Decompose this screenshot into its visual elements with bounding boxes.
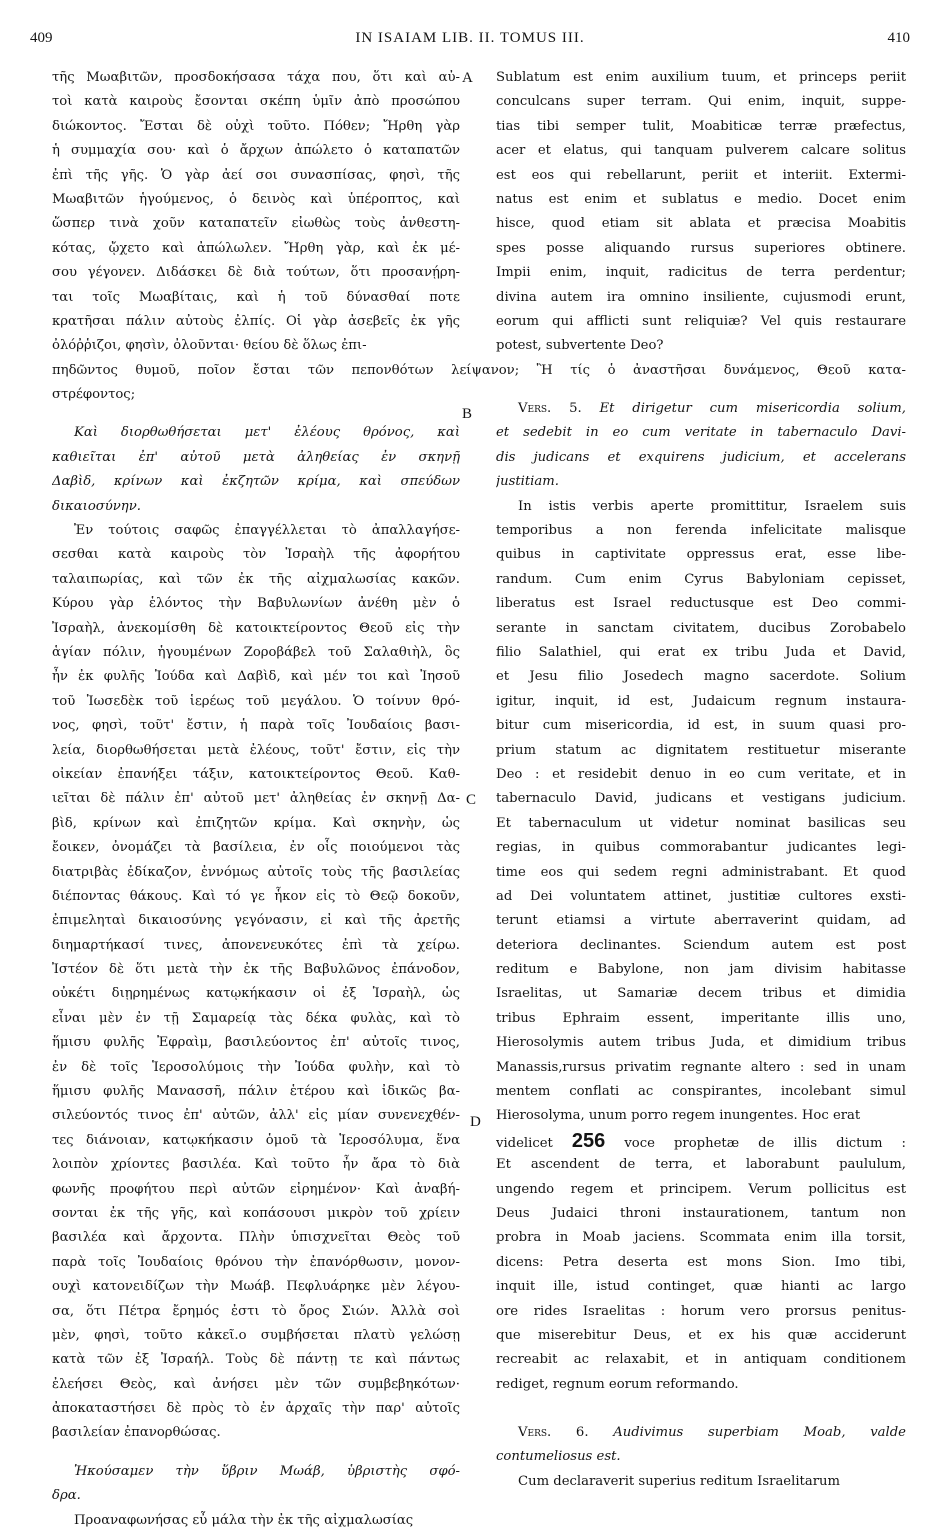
text-line: οἰκείαν ἐπανήξει τάξιν, κατοικτείροντος Θεοῦ. Καθ- bbox=[52, 766, 460, 782]
text-line: In istis verbis aperte promittitur, Israelem suis bbox=[518, 498, 906, 514]
greek-paragraph-2 bbox=[52, 519, 460, 1446]
text-line: ται τοῖς Μωαβίταις, καὶ ἡ τοῦ δύνασθαί ποτε bbox=[52, 289, 460, 305]
text-line: Hierosolymis autem tribus Juda, et dimidium tribus bbox=[496, 1035, 906, 1051]
text-line: βασιλείαν ἐπανορθώσας. bbox=[52, 1425, 221, 1441]
text-line: ἐν δὲ τοῖς Ἱεροσολύμοις τὴν Ἰούδα φυλὴν, καὶ τὸ bbox=[52, 1059, 460, 1075]
text-line: ὥσπερ τινὰ χοῦν καταπατεῖν εἰωθὼς τοὺς ἀνθεστη- bbox=[52, 216, 460, 232]
text-line: Vers. 5. Et dirigetur cum misericordia solium, bbox=[518, 401, 906, 417]
greek-paragraph-1-end: στρέφοντος; bbox=[52, 387, 136, 403]
text-line: serante in sanctam civitatem, ducibus Zorobabelo bbox=[496, 620, 906, 636]
text-line: ἔοικεν, ὀνομάζει τὰ βασίλεια, ἐν οἷς ποιούμενοι τὰς bbox=[52, 840, 460, 856]
latin-column bbox=[496, 66, 906, 1494]
text-line: βασιλέα καὶ ἄρχοντα. Πλὴν ὑπισχνεῖται Θεὸς τοῦ bbox=[52, 1230, 460, 1246]
text-line: que miserebitur Deus, et ex his quæ acciderunt bbox=[496, 1327, 906, 1343]
text-line: deteriora declinantes. Sciendum autem est post bbox=[496, 937, 906, 953]
greek-column bbox=[52, 66, 460, 1533]
text-line: ἥμισυ φυλῆς Ἐφραὶμ, βασιλεύοντος ἐπ' αὐτοῖς τινος, bbox=[52, 1035, 460, 1051]
text-line: βὶδ, κρίνων καὶ ἐπιζητῶν κρίμα. Καὶ σκηνὴν, ὡς bbox=[52, 815, 460, 831]
latin-page-mark-line bbox=[496, 1129, 906, 1153]
latin-verse-5 bbox=[496, 397, 906, 495]
text-line: terunt etiamsi a virtute aberraverint quidam, ad bbox=[496, 913, 906, 929]
margin-marker-c: C bbox=[466, 792, 477, 808]
text-line: Ἐν τούτοις σαφῶς ἐπαγγέλλεται τὸ ἀπαλλαγήσε- bbox=[74, 523, 460, 539]
text-line: νος, φησὶ, τοῦτ' ἔστιν, ἡ παρὰ τοῖς Ἰουδαίοις βασι- bbox=[52, 718, 460, 734]
text-line: μὲν, φησὶ, τοῦτο κἀκεῖ.ο συμβήσεται πλατὺ γελώσῃ bbox=[52, 1327, 460, 1343]
latin-paragraph-2 bbox=[496, 495, 906, 1129]
latin-paragraph-3 bbox=[496, 1470, 906, 1494]
text-line: justitiam. bbox=[496, 474, 559, 490]
text-line: ἐπὶ τῆς γῆς. Ὁ γὰρ ἀεί σοι συνασπίσας, φησὶ, τῆς bbox=[52, 167, 460, 183]
text-line: Hierosolyma, unum porro regem inungentes. Hoc erat bbox=[496, 1108, 861, 1124]
text-line: ἐπιμεληταὶ δικαιοσύνης γεγόνασιν, εἰ καὶ τῆς ἀρετῆς bbox=[52, 913, 460, 929]
text-line: spes posse aliquando rursus superiores obtinere. bbox=[496, 240, 906, 256]
text-line: κρατῆσαι πάλιν αὐτοὺς ἐλπίς. Οἱ γὰρ ἀσεβεῖς ἐκ γῆς bbox=[52, 313, 460, 329]
latin-paragraph-2b bbox=[496, 1153, 906, 1397]
text-line: εἶναι μὲν ἐν τῇ Σαμαρείᾳ τὰς δέκα φυλὰς, καὶ τὸ bbox=[52, 1010, 460, 1026]
margin-marker-d: D bbox=[470, 1114, 481, 1130]
page-number-right: 410 bbox=[887, 30, 910, 46]
text-line: ungendo regem et principem. Verum pollicitus est bbox=[496, 1181, 906, 1197]
greek-verse-5 bbox=[52, 421, 460, 519]
text-line: ἦν ἐκ φυλῆς Ἰούδα καὶ Δαβὶδ, καὶ μέν τοι καὶ Ἰησοῦ bbox=[52, 669, 460, 685]
text-line: Vers. 6. Audivimus superbiam Moab, valde bbox=[518, 1425, 906, 1441]
text-line: liberatus est Israel reductusque est Deo commi- bbox=[496, 596, 906, 612]
text-line: τες διάνοιαν, κατῳκήκασιν ὁμοῦ τὰ Ἱεροσόλυμα, ἕνα bbox=[52, 1132, 460, 1148]
text-line: potest, subvertente Deo? bbox=[496, 338, 664, 354]
text-line: eorum qui afflicti sunt reliquiæ? Vel quis restaurare bbox=[496, 313, 906, 329]
text-line: τῆς Μωαβιτῶν, προσδοκήσασα τάχα που, ὅτι καὶ αὐ- bbox=[52, 70, 460, 85]
margin-marker-a: A bbox=[462, 70, 473, 86]
text-line: conculcans super terram. Qui enim, inquit, suppe- bbox=[496, 94, 906, 110]
text-line: Προαναφωνήσας εὖ μάλα τὴν ἐκ τῆς αἰχμαλωσίας bbox=[74, 1512, 414, 1528]
text-line: Καὶ διορθωθήσεται μετ' ἐλέους θρόνος, καὶ bbox=[74, 425, 460, 441]
text-line: σιλεύοντός τινος ἐπ' αὐτῶν, ἀλλ' εἰς μίαν συνενεχθέν- bbox=[52, 1108, 460, 1124]
text-line: δικαιοσύνην. bbox=[52, 498, 141, 514]
text-line: inquit ille, istud continget, quæ hianti ac largo bbox=[496, 1279, 906, 1295]
page-header bbox=[30, 30, 910, 52]
text-line: et sedebit in eo cum veritate in tabernaculo Davi- bbox=[496, 425, 906, 441]
text-line: prium statum ac dignitatem restituetur miserante bbox=[496, 742, 906, 758]
text-line: διέποντας θάκους. Καὶ τό γε ἧκον εἰς τὸ Θεῷ δοκοῦν, bbox=[52, 888, 460, 904]
text-line: Deus Judaici throni instaurationem, tantum non bbox=[496, 1205, 906, 1221]
text-line: tabernaculo David, judicans et vestigans judicium. bbox=[496, 791, 906, 807]
text-line: φωνῆς προφήτου περὶ αὐτῶν εἰρημένον· Καὶ ἀναβή- bbox=[52, 1181, 460, 1197]
text-line: Manassis,rursus privatim regnante altero : sed in unam bbox=[496, 1059, 906, 1075]
text-line: regias, in quibus commorabantur judicantes legi- bbox=[496, 840, 906, 856]
text-line: ιεῖται δὲ πάλιν ἐπ' αὐτοῦ μετ' ἀληθείας ἐν σκηνῇ Δα- bbox=[52, 791, 460, 807]
text-line: dis judicans et exquirens judicium, et accelerans bbox=[496, 449, 906, 465]
text-line: Ἰσραὴλ, ἀνεκομίσθη δὲ κατοικτείροντος Θεοῦ εἰς τὴν bbox=[52, 620, 460, 636]
text-line: σου γέγονεν. Διδάσκει δὲ διὰ τούτων, ὅτι προσανῄρη- bbox=[52, 265, 460, 281]
text-line: randum. Cum enim Cyrus Babyloniam cepisset, bbox=[496, 571, 906, 587]
latin-verse-6 bbox=[496, 1421, 906, 1470]
text-line: Ἰστέον δὲ ὅτι μετὰ τὴν ἐκ τῆς Βαβυλῶνος ἐπάνοδον, bbox=[52, 962, 460, 978]
text-line: λοιπὸν χρίοντες βασιλέα. Καὶ τοῦτο ἦν ἄρα τὸ διὰ bbox=[52, 1157, 460, 1173]
text-line: καθιεῖται ἐπ' αὐτοῦ μετὰ ἀληθείας ἐν σκηνῇ bbox=[52, 449, 460, 465]
text-line: probra in Moab jaciens. Scommata enim illa torsit, bbox=[496, 1230, 906, 1246]
text-line: διημαρτήκασί τινες, ἀπονενευκότες ἐπὶ τὰ χείρω. bbox=[52, 937, 460, 953]
text-line: οὐκέτι διῃρημένως κατῳκήκασιν οἱ ἐξ Ἰσραὴλ, ὡς bbox=[52, 986, 460, 1002]
text-line: igitur, inquit, id est, Judaicum regnum instaura- bbox=[496, 693, 906, 709]
text-line: διώκοντος. Ἔσται δὲ οὐχὶ τοῦτο. Πόθεν; Ἤρθη γὰρ bbox=[52, 118, 460, 134]
text-line: time eos qui sedem regni administrabant. Et quod bbox=[496, 864, 906, 880]
text-line: ἐλεήσει Θεὸς, καὶ ἀνήσει μὲν τῶν συμβεβηκότων· bbox=[52, 1376, 460, 1392]
text-line: tribus Ephraim essent, imperitante illis uno, bbox=[496, 1010, 906, 1026]
text-line: ἡ συμμαχία σου· καὶ ὁ ἄρχων ἀπώλετο ὁ καταπατῶν bbox=[52, 143, 460, 159]
text-line: Impii enim, inquit, radicitus de terra perdentur; bbox=[496, 265, 906, 281]
text-line: ore rides Israelitas : horum vero prorsus penitus- bbox=[496, 1303, 906, 1319]
text-line: quibus in captivitate oppressus erat, esse libe- bbox=[496, 547, 906, 563]
edition-page-number: 256 bbox=[571, 1129, 606, 1152]
text-line: σα, ὅτι Πέτρα ἔρημός ἐστι τὸ ὄρος Σιών. Ἀλλὰ σοὶ bbox=[52, 1303, 460, 1319]
text-line: acer et elatus, qui tanquam pulverem calcare solitus bbox=[496, 143, 906, 159]
page-number-left: 409 bbox=[30, 30, 53, 46]
text-line: mentem conflati ac conspirantes, incolebant simul bbox=[496, 1084, 906, 1100]
text-line: hisce, quod etiam sit ablata et præcisa Moabitis bbox=[496, 216, 906, 232]
text-line: rediget, regnum eorum reformando. bbox=[496, 1376, 739, 1392]
text-line: Δαβὶδ, κρίνων καὶ ἐκζητῶν κρίμα, καὶ σπεύδων bbox=[52, 474, 460, 490]
latin-paragraph-1 bbox=[496, 66, 906, 359]
text-line: ἥμισυ φυλῆς Μανασσῆ, πάλιν ἑτέρου καὶ ἰδικῶς βα- bbox=[52, 1084, 460, 1100]
text-line: dicens: Petra deserta est mons Sion. Imo tibi, bbox=[496, 1254, 906, 1270]
latin-page-mark-post: voce prophetæ de illis dictum : bbox=[624, 1135, 906, 1151]
text-line: Κύρου γὰρ ἑλόντος τὴν Βαβυλωνίων ἀνέθη μὲν ὁ bbox=[52, 596, 460, 612]
text-line: ὀλόῤῥιζοι, φησὶν, ὀλοῦνται· θείου δὲ ὅλως ἐπι- bbox=[52, 338, 367, 354]
greek-paragraph-3 bbox=[52, 1509, 460, 1533]
greek-paragraph-1 bbox=[52, 66, 460, 359]
text-line: recreabit ac relaxabit, et in antiquam conditionem bbox=[496, 1352, 906, 1368]
text-line: ἀποκαταστήσει δὲ πρὸς τὸ ἐν ἀρχαῖς τὴν παρ' αὐτοῖς bbox=[52, 1401, 460, 1417]
text-line: τοῦ Ἰωσεδὲκ τοῦ ἱερέως τοῦ μεγάλου. Ὁ τοίνυν θρό- bbox=[52, 693, 460, 709]
text-line: τοὶ κατὰ καιροὺς ἔσονται σκέπη ὑμῖν ἀπὸ προσώπου bbox=[52, 94, 460, 110]
text-line: Et ascendent de terra, et laborabunt paululum, bbox=[496, 1157, 906, 1173]
text-line: reditum e Babylone, non jam divisim habitasse bbox=[496, 962, 906, 978]
text-line: Et tabernaculum ut videtur nominat basilicas seu bbox=[496, 815, 906, 831]
text-line: Israelitas, ut Samariæ decem tribus et dimidia bbox=[496, 986, 906, 1002]
text-line: natus est enim et sublatus e medio. Docet enim bbox=[496, 191, 906, 207]
greek-spanning-line: πηδῶντος θυμοῦ, ποῖον ἔσται τῶν πεπονθότων λείψανον; Ἢ τίς ὁ ἀναστῆσαι δυνάμενος, Θεοῦ κατα- bbox=[52, 362, 906, 378]
text-line: filio Salathiel, qui erat ex tribu Juda et David, bbox=[496, 644, 906, 660]
text-line: παρὰ τοῖς Ἰουδαίοις θρόνου τὴν ἐπανόρθωσιν, μονον- bbox=[52, 1254, 460, 1270]
text-line: ταλαιπωρίας, καὶ τῶν ἐκ τῆς αἰχμαλωσίας κακῶν. bbox=[52, 571, 460, 587]
text-line: διατριβὰς ἐδίκαζον, ἐννόμως αὐτοῖς τοὺς τῆς βασιλείας bbox=[52, 864, 460, 880]
text-line: δρα. bbox=[52, 1488, 81, 1504]
text-line: ἁγίαν πόλιν, ἡγουμένων Ζοροβάβελ τοῦ Σαλαθιὴλ, ὃς bbox=[52, 644, 460, 660]
text-line: Μωαβιτῶν ἡγούμενος, ὁ δεινὸς καὶ ὑπέροπτος, καὶ bbox=[52, 191, 460, 207]
text-line: divina autem ira omnino insiliente, cujusmodi erunt, bbox=[496, 289, 906, 305]
text-line: tias tibi semper tulit, Moabiticæ terræ præfectus, bbox=[496, 118, 906, 134]
text-line: bitur cum misericordia, id est, in suum quasi pro- bbox=[496, 718, 906, 734]
text-line: est eos qui rebellarunt, periit et interiit. Extermi- bbox=[496, 167, 906, 183]
text-line: κατὰ τῶν ἐξ Ἰσραήλ. Τοὺς δὲ πάντῃ τε καὶ πάντως bbox=[52, 1352, 460, 1368]
greek-verse-6 bbox=[52, 1460, 460, 1509]
latin-page-mark-pre: videlicet bbox=[496, 1135, 553, 1151]
margin-marker-b: B bbox=[462, 406, 473, 422]
text-line: contumeliosus est. bbox=[496, 1449, 621, 1465]
text-line: Cum declaraverit superius reditum Israelitarum bbox=[518, 1473, 841, 1489]
text-line: et Jesu filio Josedech magno sacerdote. Solium bbox=[496, 669, 906, 685]
text-line: σονται ἐκ τῆς γῆς, καὶ κοπάσουσι μικρὸν τοῦ χρίειν bbox=[52, 1205, 460, 1221]
text-line: Sublatum est enim auxilium tuum, et princeps periit bbox=[496, 70, 906, 85]
text-line: ουχὶ κατονειδίζων τὴν Μωάβ. Πεφλυάρηκε μὲν λέγου- bbox=[52, 1279, 460, 1295]
text-line: Ἠκούσαμεν τὴν ὕβριν Μωάβ, ὑβριστὴς σφό- bbox=[74, 1463, 460, 1479]
text-line: κότας, ᾤχετο καὶ ἀπώλωλεν. Ἤρθη γὰρ, καὶ ἐκ μέ- bbox=[52, 240, 460, 256]
text-line: temporibus a non ferenda infelicitate malisque bbox=[496, 523, 906, 539]
text-line: ad Dei voluntatem attinet, justitiæ cultores exsti- bbox=[496, 888, 906, 904]
running-title: IN ISAIAM LIB. II. TOMUS III. bbox=[355, 30, 585, 46]
text-line: λεία, διορθωθήσεται μετὰ ἐλέους, τοῦτ' ἔστιν, εἰς τὴν bbox=[52, 742, 460, 758]
text-line: σεσθαι κατὰ καιροὺς τὸν Ἰσραὴλ τῆς ἀφορήτου bbox=[52, 547, 460, 563]
text-line: Deo : et residebit denuo in eo cum veritate, et in bbox=[496, 766, 906, 782]
